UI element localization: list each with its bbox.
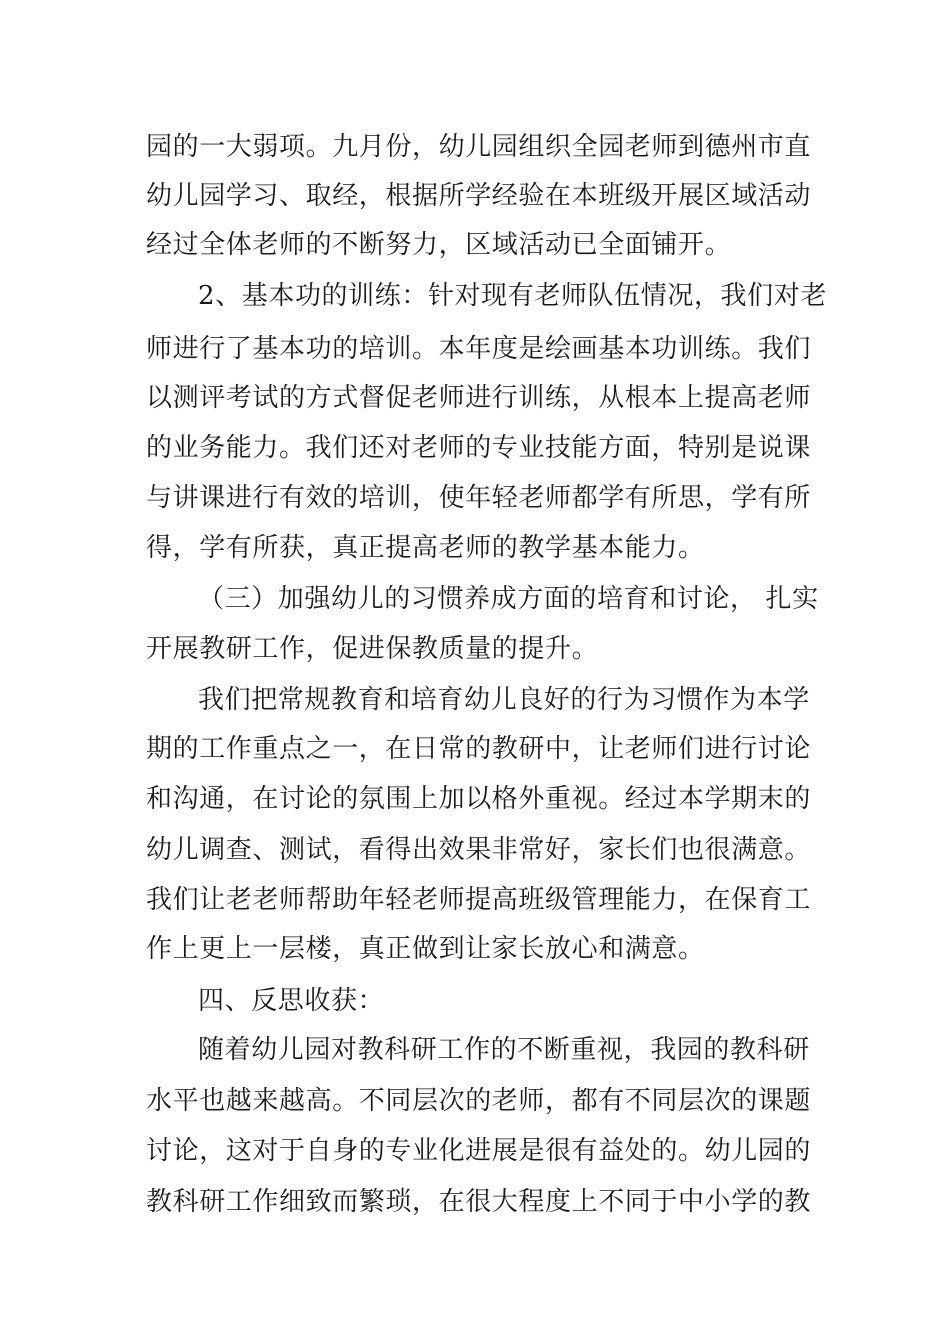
- section-heading-continued: 开展教研工作，促进保教质量的提升。: [146, 634, 599, 664]
- text-line: 与讲课进行有效的培训，使年轻老师都学有所思，学有所: [146, 483, 812, 513]
- text-line: 作上更上一层楼，真正做到让家长放心和满意。: [146, 934, 705, 964]
- text-line: 水平也越来越高。不同层次的老师，都有不同层次的课题: [146, 1086, 812, 1116]
- text-line: 幼儿园学习、取经，根据所学经验在本班级开展区域活动: [146, 181, 812, 211]
- section-heading: （三）加强幼儿的习惯养成方面的培育和讨论， 扎实: [198, 584, 819, 614]
- paragraph-first-line: 随着幼儿园对教科研工作的不断重视，我园的教科研: [198, 1035, 810, 1065]
- text-line: 师进行了基本功的培训。本年度是绘画基本功训练。我们: [146, 334, 812, 364]
- text-line: 经过全体老师的不断努力，区域活动已全面铺开。: [146, 230, 732, 260]
- text-line: 园的一大弱项。九月份，幼儿园组织全园老师到德州市直: [146, 132, 812, 162]
- text-line: 讨论，这对于自身的专业化进展是很有益处的。幼儿园的: [146, 1136, 812, 1166]
- text-line: 幼儿调查、测试，看得出效果非常好，家长们也很满意。: [146, 835, 812, 865]
- paragraph-first-line: 2、基本功的训练：针对现有老师队伍情况，我们对老: [198, 281, 827, 311]
- text-line: 的业务能力。我们还对老师的专业技能方面，特别是说课: [146, 433, 812, 463]
- text-line: 期的工作重点之一，在日常的教研中，让老师们进行讨论: [146, 734, 812, 764]
- section-heading: 四、反思收获：: [198, 986, 385, 1016]
- text-line: 和沟通，在讨论的氛围上加以格外重视。经过本学期末的: [146, 784, 812, 814]
- text-line: 得，学有所获，真正提高老师的教学基本能力。: [146, 533, 705, 563]
- text-line: 我们让老老师帮助年轻老师提高班级管理能力，在保育工: [146, 885, 812, 915]
- paragraph-first-line: 我们把常规教育和培育幼儿良好的行为习惯作为本学: [198, 685, 810, 715]
- text-line: 教科研工作细致而繁琐，在很大程度上不同于中小学的教: [146, 1187, 812, 1217]
- text-line: 以测评考试的方式督促老师进行训练，从根本上提高老师: [146, 383, 812, 413]
